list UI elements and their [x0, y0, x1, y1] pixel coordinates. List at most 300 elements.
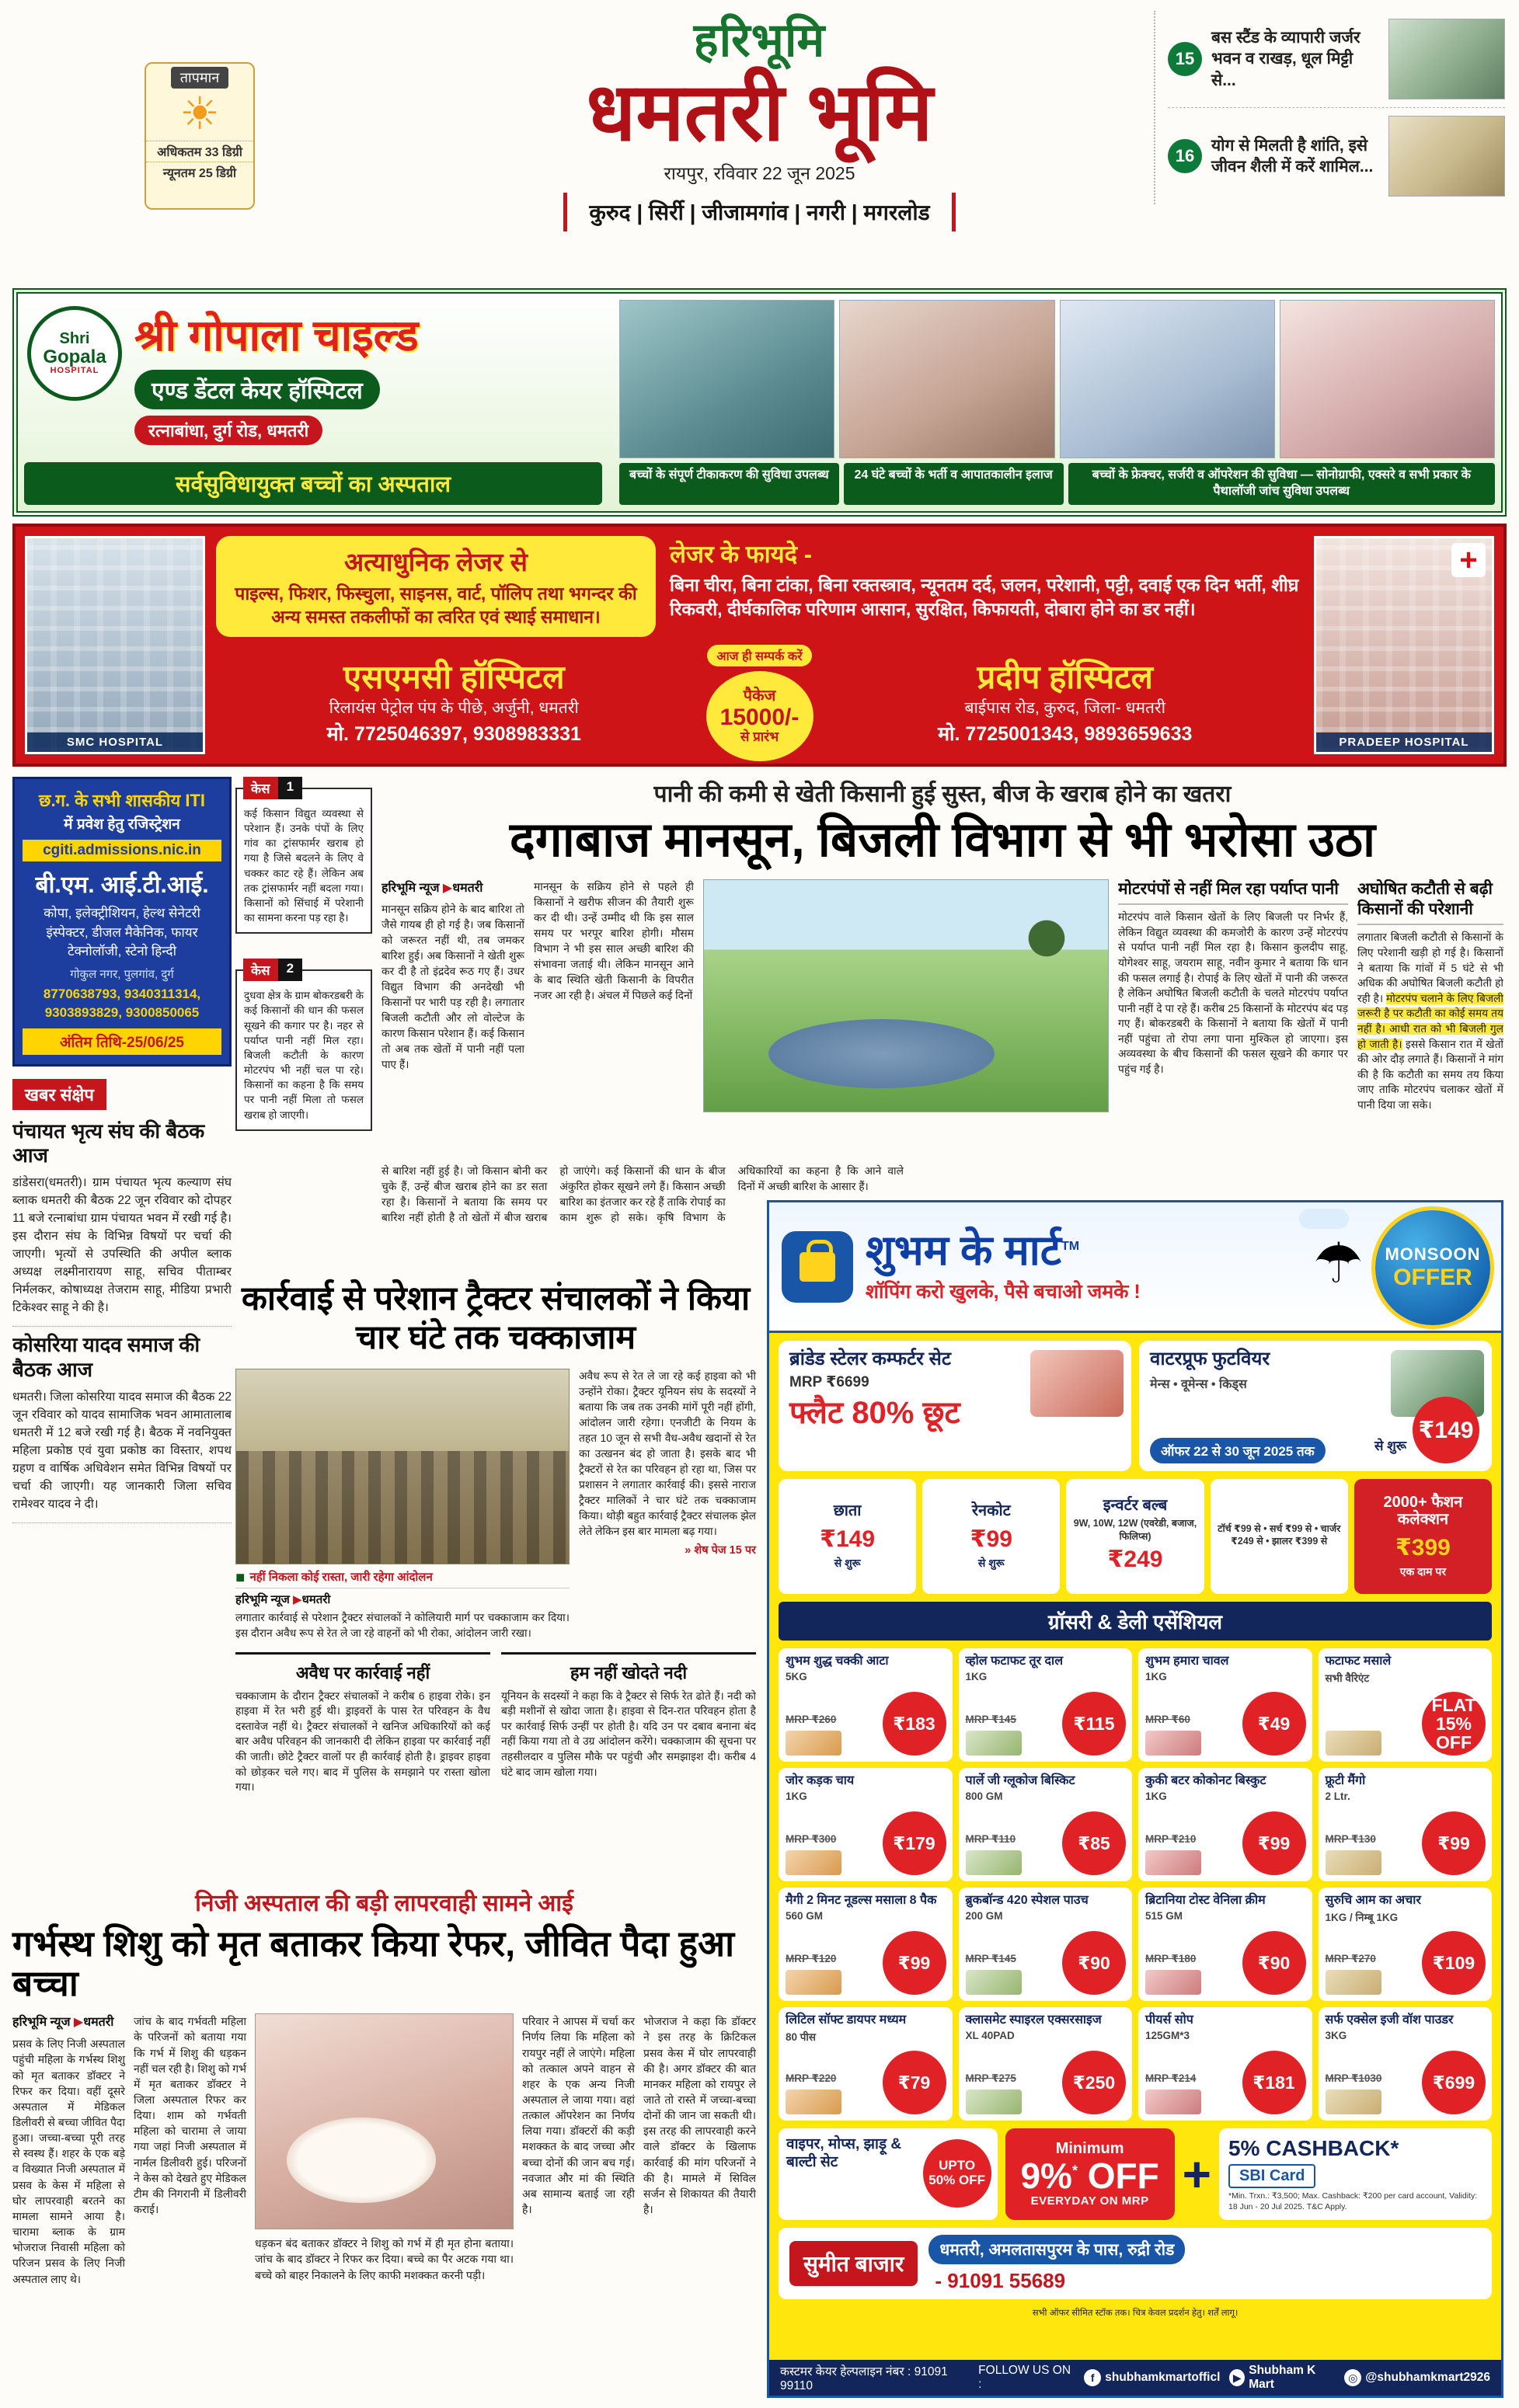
smc-hospital-contact	[216, 659, 692, 746]
cleaning-set-name: वाइपर, मोप्स, झाड़ू & बाल्टी सेट	[786, 2136, 902, 2170]
sidebar-brief-body: डांडेसरा(धमतरी)। ग्राम पंचायत भृत्य कल्याण संघ ब्लाक धमतरी की बैठक 22 जून रविवार को दोपहर 11 बजे रत्नाबांधा ग्राम पंचायत भवन में रखी गई है। इस दौरान संघ के विभिन्न विषयों पर चर्चा की जाएगी। भृत्यों से उपस्थिति की अपील ब्लाक अध्यक्ष लक्ष्मीनारायण साहू, सचिव पीताम्बर निर्मलकर, कोषाध्यक्ष तेजराम साहू, मीडिया प्रभारी टिकेश्वर साहू ने की है।	[12, 1175, 232, 1314]
deal-tile	[779, 1479, 916, 1594]
product-name: ब्रुकबॉन्ड 420 स्पेशल पाउच	[965, 1894, 1089, 1907]
sbi-card-logo: SBI Card	[1228, 2164, 1315, 2188]
photo-caption	[235, 1564, 570, 1589]
product-quantity: 200 GM	[965, 1909, 1003, 1922]
iti-institute-name: बी.एम. आई.टी.आई.	[35, 872, 209, 898]
laser-ad-content	[216, 536, 1303, 754]
product-name: शुभम शुद्ध चक्की आटा	[786, 1655, 889, 1668]
product-card	[1319, 2007, 1493, 2121]
hospital-logo-text: HOSPITAL	[50, 366, 99, 376]
sidebar-brief-body: धमतरी। जिला कोसरिया यादव समाज की बैठक 22 जून रविवार को यादव सामाजिक भवन आमातालाब धमतरी में 12 बजे रखी गई है। बैठक में नवनियुक्त महिला प्रकोष्ठ एवं युवा प्रकोष्ठ का विस्तार, शपथ ग्रहण व वार्षिक अधिवेशन समेत विभिन्न विषयों पर चर्चा की जाएगी। यह जानकारी जिला सचिव रामेश्वर यादव ने दी।	[12, 1390, 232, 1511]
product-image	[966, 1970, 1022, 1995]
product-price-badge: ₹99	[883, 1931, 946, 1995]
offer-word: OFFER	[1393, 1265, 1472, 1290]
product-price-badge: ₹181	[1242, 2051, 1306, 2114]
news-briefs	[1154, 11, 1505, 204]
comforter-deal-card	[779, 1341, 1131, 1471]
product-name: क्लासमेट स्पाइरल एक्सरसाइज	[965, 2013, 1102, 2027]
product-image	[1145, 1970, 1201, 1995]
brief-item	[1168, 107, 1505, 204]
case-body: कई किसान विद्युत व्यवस्था से परेशान हैं। उनके पंपों के लिए गांव का ट्रांसफार्मर खराब हो गया है जिसे बदलने के लिए वे चक्कर काट रहे हैं। लेकिन अब तक ट्रांसफार्मर नहीं बदला गया। किसानों को सिंचाई में परेशानी का सामना करना पड़ रहा है।	[244, 808, 364, 924]
social-handle	[1084, 2364, 1220, 2392]
story2-body: अवैध रूप से रेत ले जा रहे कई हाइवा को भी उन्होंने रोका। ट्रैक्टर यूनियन संघ के सदस्यों ने बताया कि जब तक उनकी मांगें पूरी नहीं होंगी, आंदोलन जारी रहेगा। एनजीटी के नियम के तहत 10 जून से सभी वैध-अवैध खदानों से रेत का उत्खनन बंद हो जाता है। इसके बाद भी ट्रैक्टरों से रेत का परिवहन हो रहा था, जिस पर प्रशासन ने लगातार कार्रवाई की। इससे नाराज ट्रैक्टर मालिकों ने चार घंटे तक चक्काजाम किया। थोड़ी बहुत कार्रवाई ट्रैक्टर संचालक झेल लेते लेकिन इस बार मामला बढ़ गया।	[579, 1369, 756, 1537]
product-image	[966, 1850, 1022, 1875]
product-price-badge: ₹109	[1422, 1931, 1486, 1995]
pradeep-hospital-address: बाईपास रोड, कुरुद, जिला- धमतरी	[964, 698, 1166, 717]
byline-agency: हरिभूमि न्यूज	[381, 881, 440, 895]
laser-hospital-ad	[12, 524, 1507, 767]
product-card	[1138, 2007, 1312, 2121]
product-name: पीयर्स सोप	[1145, 2013, 1193, 2027]
mart-footer-strip	[769, 2360, 1501, 2396]
sub-article-title: मोटरपंपों से नहीं मिल रहा पर्याप्त पानी	[1118, 879, 1348, 905]
product-mrp: MRP ₹60	[1145, 1714, 1190, 1725]
story2-subboxes	[235, 1652, 756, 1795]
plus-icon: +	[1182, 2146, 1211, 2202]
product-price-badge: ₹79	[883, 2051, 946, 2114]
caption-square-icon: ◼	[235, 1570, 246, 1584]
product-mrp: MRP ₹260	[786, 1714, 837, 1725]
story3-col2-text: जांच के बाद गर्भवती महिला के परिजनों को बताया गया कि गर्भ में शिशु की धड़कन नहीं चल रही है। शिशु को गर्भ में मृत बताकर डॉक्टर ने जिला अस्पताल रिफर कर दिया। शाम को गर्भवती महिला को चारामा ले जाया गया जहां निजी अस्पताल में नार्मल डिलीवरी हुई। परिजनों ने केस को देखते हुए मेडिकल टीम की निगरानी में डिलीवरी कराई।	[134, 2015, 246, 2216]
social-handle-text: @shubhamkmart2926	[1365, 2371, 1490, 2384]
helpline-text: कस्टमर केयर हेल्पलाइन नंबर : 91091 99110	[780, 2365, 948, 2392]
byline-agency: हरिभूमि न्यूज	[235, 1592, 290, 1606]
product-mrp: MRP ₹214	[1145, 2072, 1197, 2084]
product-name: सुरुचि आम का अचार	[1325, 1894, 1421, 1907]
protest-photo	[235, 1369, 570, 1564]
brief-thumbnail	[1388, 116, 1505, 197]
pradeep-hospital-name: प्रदीप हॉस्पिटल	[977, 658, 1153, 695]
smc-hospital-building-image	[25, 536, 205, 754]
minoff-note: EVERYDAY ON MRP	[1030, 2194, 1149, 2208]
case-body: दुधवा क्षेत्र के ग्राम बोकरडबरी के कई किसानों की धान की फसल सूखने की कगार पर है। नहर से पर्याप्त पानी नहीं मिल रहा। बिजली कटौती के कारण मोटरपंप भी नहीं चल पा रहे। किसानों का कहना है कि समय पर पानी नहीं मिला तो फसल खराब हो जाएगी।	[244, 990, 364, 1121]
story2-byline	[235, 1589, 570, 1610]
product-card	[1138, 1888, 1312, 2001]
product-quantity: 560 GM	[786, 1909, 824, 1922]
package-amount: 15000/-	[719, 704, 800, 730]
hospital-photo-checkup	[839, 300, 1054, 458]
product-mrp: MRP ₹270	[1325, 1953, 1376, 1964]
monsoon-offer-graphic	[1299, 1209, 1493, 1327]
dealer-address: धमतरी, अमलतासपुरम के पास, रुद्री रोड	[928, 2235, 1185, 2264]
hospital-ad-right	[613, 294, 1501, 511]
hospital-negligence-story	[12, 1886, 756, 2408]
lead-story-columns	[381, 879, 1503, 1112]
follow-label: FOLLOW US ON :	[978, 2364, 1071, 2391]
dealer-row	[779, 2228, 1492, 2299]
product-mrp: MRP ₹210	[1145, 1833, 1197, 1845]
product-price-badge: ₹699	[1422, 2051, 1486, 2114]
product-image	[786, 2090, 841, 2114]
product-card	[959, 1768, 1133, 1881]
hospital-logo-text: Gopala	[43, 346, 106, 368]
brief-thumbnail	[1388, 19, 1505, 99]
product-card	[779, 2007, 953, 2121]
monsoon-word: MONSOON	[1385, 1244, 1481, 1264]
iti-ad-url: cgiti.admissions.nic.in	[23, 840, 221, 861]
temperature-label: तापमान	[171, 67, 229, 89]
product-image	[1145, 2090, 1201, 2114]
tile-price: ₹99	[970, 1526, 1012, 1552]
sub-article-title: अघोषित कटौती से बढ़ी किसानों की परेशानी	[1357, 879, 1503, 926]
shopping-bag-icon	[782, 1231, 853, 1303]
hospital-logo-text: Shri	[59, 330, 90, 348]
product-quantity: XL 40PAD	[965, 2029, 1015, 2041]
hospital-captions	[619, 463, 1495, 505]
tile-price-note: से शुरू	[834, 1557, 861, 1569]
product-mrp: MRP ₹180	[1145, 1953, 1197, 1964]
product-quantity: 1KG	[1145, 1790, 1167, 1802]
lead-continuation-text: से बारिश नहीं हुई है। जो किसान बोनी कर चुके हैं, उन्हें बीज खराब होने का डर सता रहा है। किसानों ने बताया कि समय पर बारिश नहीं होती है तो खेतों में बीज खराब हो जाएंगे। कई किसानों की धान के बीज अंकुरित होकर सूखने लगे हैं। किसान अच्छी बारिश का इंतजार कर रहे हैं ताकि रोपाई का काम शुरू हो सके। कृषि विभाग के अधिकारियों का कहना है कि आने वाले दिनों में अच्छी बारिश के आसार हैं।	[381, 1165, 904, 1223]
story3-kicker: निजी अस्पताल की बड़ी लापरवाही सामने आई	[195, 1891, 573, 1916]
sub-article-body	[1357, 930, 1503, 1112]
deal-offer: फ्लैट 80% छूट	[789, 1395, 960, 1430]
temperature-min: न्यूनतम 25 डिग्री	[146, 162, 253, 183]
story2-headline: कार्रवाई से परेशान ट्रैक्टर संचालकों ने किया चार घंटे तक चक्काजाम	[241, 1280, 751, 1356]
cashback-terms: *Min. Trxn.: ₹3,500; Max. Cashback: ₹200 per card account, Validity: 18 Jun - 20 Jul 2025. T&C Apply.	[1228, 2191, 1478, 2211]
monsoon-offer-badge	[1375, 1210, 1490, 1325]
laser-ad-bottom	[216, 645, 1303, 761]
product-quantity: 2 Ltr.	[1325, 1790, 1350, 1802]
case-tag	[243, 777, 302, 799]
product-price-badge: ₹90	[1062, 1931, 1126, 1995]
package-offer	[706, 645, 814, 761]
product-price-badge: ₹115	[1062, 1692, 1126, 1756]
minimum-off-badge	[1005, 2128, 1175, 2220]
tile-price-note: एक दाम पर	[1399, 1565, 1447, 1578]
cashback-offer: 5% CASHBACK*	[1228, 2135, 1399, 2160]
grocery-section-header: ग्रॉसरी & डेली एसेंशियल	[779, 1602, 1492, 1641]
social-handle	[1344, 2364, 1490, 2392]
product-quantity: 80 पीस	[786, 2030, 817, 2043]
smc-building-label: SMC HOSPITAL	[27, 732, 203, 752]
story2-left	[235, 1369, 570, 1641]
lead-kicker: पानी की कमी से खेती किसानी हुई सुस्त, बीज के खराब होने का खतरा	[653, 781, 1232, 807]
product-mrp: MRP ₹110	[965, 1833, 1016, 1845]
social-handle-text: shubhamkmartofficl	[1105, 2371, 1221, 2384]
tile-name: छाता	[833, 1502, 862, 1519]
product-mrp: MRP ₹220	[786, 2072, 837, 2084]
product-price-badge: ₹250	[1062, 2051, 1126, 2114]
product-quantity: 3KG	[1325, 2029, 1347, 2041]
laser-box-body: पाइल्स, फिशर, फिस्चुला, साइनस, वार्ट, पॉलिप तथा भगन्दर की अन्य समस्त तकलीफों का त्वरित एवं स्थाई समाधान।	[235, 583, 637, 628]
story3-columns	[12, 2013, 756, 2408]
temperature-widget	[145, 62, 255, 210]
cloud-icon	[1299, 1209, 1349, 1229]
product-mrp: MRP ₹130	[1325, 1833, 1376, 1845]
product-name: व्होल फटाफट तूर दाल	[965, 1655, 1064, 1668]
mart-fine-print: सभी ऑफर सीमित स्टॉक तक। चित्र केवल प्रदर्शन हेतु। शर्तें लागू।	[1032, 2309, 1239, 2318]
iti-deadline: अंतिम तिथि-25/06/25	[23, 1028, 221, 1055]
product-image	[786, 1850, 841, 1875]
product-card	[959, 2007, 1133, 2121]
brief-number-badge: 15	[1168, 42, 1202, 76]
social-handle	[1229, 2364, 1335, 2392]
product-grid	[779, 1648, 1492, 2121]
cities-bar: कुरुद | सिर्री | जीजामगांव | नगरी | मगरलोड	[563, 193, 955, 231]
deal-price-note: से शुरू	[1374, 1439, 1406, 1453]
pradeep-building-label: PRADEEP HOSPITAL	[1316, 732, 1492, 752]
social-handles	[1084, 2364, 1490, 2392]
tractor-protest-story	[235, 1280, 756, 1795]
story3-col1	[12, 2013, 125, 2408]
bag-shape	[800, 1252, 835, 1282]
hospital-logo	[27, 306, 122, 401]
hospital-photo-ward	[1060, 300, 1275, 458]
tile-detail: 9W, 10W, 12W (एवरेडी, बजाज, फिलिप्स)	[1073, 1518, 1197, 1542]
laser-treatment-box	[216, 536, 656, 637]
subbox-title: अवैध पर कार्रवाई नहीं	[295, 1662, 430, 1682]
laser-benefits-body: बिना चीरा, बिना टांका, बिना रक्तस्त्राव, न्यूनतम दर्द, जलन, परेशानी, पट्टी, दवाई एक दिन भर्ती, शीघ्र रिकवरी, दीर्घकालिक परिणाम आसान, सुरक्षित, किफायती, दोबारा होने का डर नहीं।	[670, 575, 1299, 620]
story3-col4	[522, 2013, 635, 2408]
story3-col5-text: भोजराज ने कहा कि डॉक्टर ने इस तरह के क्रिटिकल प्रसव केस में घोर लापरवाही की है। अगर डॉक्टर की बात मानकर महिला को रायपुर ले जाते तो रास्ते में जच्चा-बच्चा दोनों की जान जा सकती थी। इस तरह की लापरवाही करने वाले डॉक्टर के खिलाफ कार्रवाई की मांग परिजनों ने की है। मामले में सिविल सर्जन से शिकायत की तैयारी है।	[643, 2015, 756, 2216]
product-card	[1319, 1888, 1493, 2001]
product-price-badge: ₹90	[1242, 1931, 1306, 1995]
lead-story-main	[381, 777, 1503, 1223]
product-image	[1145, 1850, 1201, 1875]
product-quantity: 1KG	[1145, 1670, 1167, 1682]
sub-article-text: इससे किसान रात में खेतों की ओर दौड़ लगाते हैं। किसानों ने मांग की है कि कटौती का समय तय किया जाए ताकि मोटरपंप चलाकर खेतों में पानी दिया जा सके।	[1357, 1038, 1503, 1111]
hospital-photo-surgery	[619, 300, 834, 458]
pradeep-hospital-phone: मो. 7725001343, 9893659633	[938, 722, 1193, 745]
brief-item	[1168, 11, 1505, 107]
product-name: पार्ले जी ग्लूकोज बिस्किट	[965, 1774, 1075, 1787]
story2-right-column	[579, 1369, 756, 1641]
contact-cta: आज ही सम्पर्क करें	[707, 645, 811, 666]
byline-place: धमतरी	[301, 1592, 331, 1606]
sidebar-brief-title: कोसरिया यादव समाज की बैठक आज	[12, 1333, 200, 1382]
story3-byline	[12, 2013, 125, 2031]
product-image	[786, 1970, 841, 1995]
sidebar-brief-title: पंचायत भृत्य संघ की बैठक आज	[12, 1119, 205, 1167]
case-label: केस	[243, 777, 278, 799]
discount-badge: UPTO 50% OFF	[923, 2139, 991, 2208]
product-card	[1319, 1648, 1493, 1762]
product-image	[1326, 1850, 1381, 1875]
umbrella-icon: ☂	[1313, 1233, 1364, 1295]
news-briefs-label: खबर संक्षेप	[12, 1079, 106, 1110]
package-note: से प्रारंभ	[740, 729, 779, 744]
product-mrp: MRP ₹145	[965, 1714, 1016, 1725]
sub-article-power-cut	[1357, 879, 1503, 1112]
case-number: 2	[278, 959, 302, 981]
brand-logo: हरिभूमि	[693, 14, 826, 66]
product-image	[966, 2090, 1022, 2114]
sub-article-text: लगातार बिजली कटौती से किसानों के लिए परेशानी खड़ी हो गई है। किसानों ने बताया कि गांवों में 5 घंटे से भी अधिक की अघोषित बिजली कटौती हो रही है।	[1357, 931, 1503, 1004]
product-card	[1138, 1768, 1312, 1881]
laser-box-title: अत्याधुनिक लेजर से	[344, 548, 528, 576]
product-quantity: 125GM*3	[1145, 2029, 1190, 2041]
case-studies-column	[235, 779, 372, 1167]
minoff-number: 9%	[1020, 2156, 1072, 2197]
social-icon: ◎	[1344, 2369, 1361, 2386]
case-box	[235, 961, 372, 1130]
tile-price: ₹399	[1395, 1535, 1451, 1561]
product-card	[779, 1888, 953, 2001]
caption-text: नहीं निकला कोई रास्ता, जारी रहेगा आंदोलन	[249, 1570, 433, 1584]
byline-arrow-icon: ▶	[73, 2016, 84, 2030]
footwear-deal-card	[1139, 1341, 1492, 1471]
product-card	[779, 1648, 953, 1762]
iti-ad-line2: में प्रवेश हेतु रजिस्ट्रेशन	[64, 816, 180, 833]
laser-benefits	[670, 536, 1303, 637]
hospital-caption: 24 घंटे बच्चों के भर्ती व आपातकालीन इलाज	[844, 463, 1064, 505]
tile-name: रेनकोट	[971, 1502, 1011, 1519]
hospital-caption: बच्चों के फ्रेक्चर, सर्जरी व ऑपरेशन की सुविधा — सोनोग्राफी, एक्सरे व सभी प्रकार के पैथालॉजी जांच सुविधा उपलब्ध	[1068, 463, 1496, 505]
temperature-max: अधिकतम 33 डिग्री	[146, 141, 253, 162]
product-mrp: MRP ₹300	[786, 1833, 837, 1845]
masthead	[0, 0, 1519, 281]
byline-arrow-icon: ▶	[442, 881, 453, 895]
product-quantity: 5KG	[786, 1670, 807, 1682]
product-price-badge: ₹179	[883, 1811, 946, 1875]
tile-name: 2000+ फैशन कलेक्शन	[1383, 1494, 1463, 1528]
deal-tile	[1066, 1479, 1204, 1594]
product-mrp: MRP ₹120	[786, 1953, 837, 1964]
product-name: लिटिल सॉफ्ट डायपर मध्यम	[786, 2013, 907, 2027]
package-word: पैकेज	[743, 687, 776, 705]
minoff-off: OFF	[1087, 2156, 1159, 2197]
product-mrp: MRP ₹1030	[1325, 2072, 1382, 2084]
lead-headline: दगाबाज मानसून, बिजली विभाग से भी भरोसा उठा	[509, 813, 1376, 867]
minoff-word: Minimum	[1055, 2140, 1124, 2158]
product-quantity: 1KG	[786, 1790, 807, 1802]
byline-place: धमतरी	[83, 2016, 114, 2030]
social-icon: ▶	[1229, 2369, 1245, 2386]
subbox-body: यूनियन के सदस्यों ने कहा कि वे ट्रैक्टर से सिर्फ रेत ढोते हैं। नदी को बड़ी मशीनों से खोदा जाता है। हाइवा से दिन-रात परिवहन होता है पर कार्रवाई सिर्फ उन्हीं पर होती है। यदि उन पर दबाव बनाना बंद नहीं किया गया तो वे उग्र आंदोलन करेंगे। चक्काजाम की सूचना पर तहसीलदार व पुलिस मौके पर पहुंची और समझाइश दी। करीब 4 घंटे बाद जाम खोला गया।	[501, 1689, 756, 1778]
shubham-mart-ad	[767, 1200, 1503, 2398]
mart-brand-text: शुभम के मार्ट	[866, 1227, 1061, 1275]
deal-name: ब्रांडेड स्टेलर कम्फर्टर सेट	[789, 1348, 951, 1369]
lead-col-1	[381, 879, 524, 1112]
product-image	[1326, 2090, 1381, 2114]
iti-courses: कोपा, इलेक्ट्रीशियन, हेल्थ सेनेटरी इंस्पेक्टर, डीजल मैकेनिक, फायर टेक्नोलॉजी, स्टेनो हिन्दी	[44, 906, 200, 959]
deal-price-badge: ₹149	[1413, 1397, 1479, 1463]
product-name: सर्फ एक्सेल इजी वॉश पाउडर	[1325, 2013, 1454, 2027]
package-price-badge	[706, 671, 814, 761]
tile-name: इन्वर्टर बल्ब	[1103, 1497, 1168, 1515]
sub-article-body: मोटरपंप वाले किसान खेतों के लिए बिजली पर निर्भर हैं, लेकिन विद्युत व्यवस्था की कमजोरी के कारण उन्हें मोटरपंप से पर्याप्त पानी नहीं मिल रहा है। किसान कुलदीप साहू, योगेश्वर साहू, जयराम साहू, नवीन कुमार ने बताया कि धान की फसल लगाई है। रोपाई के लिए खेतों में पानी की जरूरत है लेकिन अघोषित बिजली कटौती के चलते मोटरपंप पर्याप्त पानी नहीं दे पा रहे हैं। करीब 25 किसानों के मोटरपंप बंद पड़ गए हैं। बोकरडबरी के किसानों ने बताया कि खेतों में पानी नहीं पहुंचा तो रोपा लगा पाना मुश्किल हो जाएगा। इस अव्यवस्था के बीच किसानों की फसल सूखने की कगार पर पहुंच गई है।	[1118, 911, 1348, 1075]
smc-hospital-address: रिलायंस पेट्रोल पंप के पीछे, अर्जुनी, धमतरी	[329, 698, 579, 717]
mart-tiles-row	[779, 1479, 1492, 1594]
mart-title-wrap	[866, 1229, 1141, 1304]
product-image	[1145, 1731, 1201, 1756]
cleaning-set-card	[779, 2128, 998, 2220]
dealer-phone: - 91091 55689	[935, 2268, 1066, 2292]
product-price-badge: ₹85	[1062, 1811, 1126, 1875]
hospital-address: रत्नाबांधा, दुर्ग रोड, धमतरी	[134, 416, 322, 445]
tile-price: ₹249	[1107, 1546, 1163, 1572]
product-mrp: MRP ₹145	[965, 1953, 1016, 1964]
product-name: ब्रिटानिया टोस्ट वेनिला क्रीम	[1145, 1894, 1266, 1907]
hospital-photos	[619, 300, 1495, 458]
mart-brand-name	[866, 1229, 1141, 1273]
product-name: शुभम हमारा चावल	[1145, 1655, 1229, 1668]
comforter-image	[1030, 1350, 1124, 1417]
lead-col2-text: मानसून के सक्रिय होने से पहले ही किसानों ने खरीफ सीजन की तैयारी शुरू कर दी थी। उन्हें उम्मीद थी कि इस साल समय पर भरपूर बारिश होगी। मौसम विभाग ने भी इस साल अच्छी बारिश की संभावना जताई थी। लेकिन मानसून आने के बाद स्थिति खेती किसानी के विपरीत नजर आ रही है। अंचल में पिछले कई दिनों	[534, 880, 694, 1001]
social-icon: f	[1084, 2369, 1101, 2386]
story2-main	[235, 1369, 756, 1641]
asterisk: *	[1071, 2163, 1078, 2180]
case-box	[235, 779, 372, 934]
product-card	[779, 1768, 953, 1881]
mart-body	[769, 1333, 1501, 2360]
case-tag	[243, 959, 302, 981]
masthead-center	[379, 6, 1141, 231]
subbox-title: हम नहीं खोदते नदी	[570, 1662, 688, 1682]
dealer-details	[928, 2235, 1481, 2293]
product-name: कुकी बटर कोकोनट बिस्कुट	[1145, 1774, 1266, 1787]
pradeep-hospital-building-image	[1314, 536, 1494, 754]
iti-phones: 8770638793, 9340311314, 9303893829, 9300850065	[43, 986, 201, 1020]
product-price-badge: ₹99	[1242, 1811, 1306, 1875]
product-mrp: MRP ₹275	[965, 2072, 1016, 2084]
dealer-logo: सुमीत बाजार	[789, 2241, 918, 2286]
social-row	[978, 2364, 1490, 2392]
product-quantity: 1KG / निम्बू 1KG	[1325, 1911, 1399, 1923]
product-quantity: 800 GM	[965, 1790, 1003, 1802]
lead-story-photo-field	[703, 879, 1109, 1112]
product-name: फ्रूटी मैंगो	[1325, 1774, 1366, 1787]
product-card	[959, 1648, 1133, 1762]
story3-col1-text: प्रसव के लिए निजी अस्पताल पहुंची महिला के गर्भस्थ शिशु को मृत बताकर डॉक्टर ने रिफर कर दिया। वहीं दूसरे अस्पताल में मेडिकल डिलीवरी से बच्चा जीवित पैदा हुआ। जच्चा-बच्चा पूरी तरह से स्वस्थ हैं। शहर के एक बड़े व विख्यात निजी अस्पताल में प्रसव के केस में महिला से घोर लापरवाही बरतने का मामला सामने आया है। चारामा ब्लाक के ग्राम भोजराज निवासी महिला को परिजन प्रसव के लिए निजी अस्पताल लाए थे।	[12, 2037, 125, 2285]
smc-hospital-phone: मो. 7725046397, 9308983331	[326, 722, 581, 745]
sidebar-brief-list	[12, 1113, 232, 1524]
dateline: रायपुर, रविवार 22 जून 2025	[664, 163, 855, 184]
iti-ad-line1: छ.ग. के सभी शासकीय ITI	[39, 791, 205, 810]
tile-price: ₹149	[820, 1526, 876, 1552]
continued-on-page-note: » शेष पेज 15 पर	[685, 1543, 756, 1557]
minoff-percent	[1020, 2156, 1159, 2197]
laser-ad-top	[216, 536, 1303, 637]
subbox-body: चक्काजाम के दौरान ट्रैक्टर संचालकों ने करीब 6 हाइवा रोके। इन हाइवा में रेत भरी हुई थी। ड्राइवरों के पास रेत परिवहन के वैध दस्तावेज नहीं थे। ट्रैक्टर संचालकों ने खनिज अधिकारियों को कई बार अवैध परिवहन की जानकारी दी लेकिन हाइवा पर कार्रवाई नहीं की जाती। छोटे ट्रैक्टर वालों पर ही कार्रवाई होती है। ड्राइवर हाइवा को छोड़कर चले गए। बाद में पुलिस के समझाने पर रास्ता खोला गया।	[235, 1689, 490, 1794]
sidebar-brief-item	[12, 1113, 232, 1328]
product-card	[1138, 1648, 1312, 1762]
trademark-mark: TM	[1061, 1240, 1080, 1254]
sub-article-motorpump	[1118, 879, 1348, 1112]
product-price-badge: ₹99	[1422, 1811, 1486, 1875]
hospital-tagline-strip: सर्वसुविधायुक्त बच्चों का अस्पताल	[24, 462, 602, 505]
edition-title: धमतरी भूमि	[586, 68, 933, 158]
product-name: फटाफट मसाले	[1325, 1655, 1392, 1668]
product-quantity: सभी वैरिएंट	[1325, 1672, 1370, 1684]
red-cross-icon: +	[1451, 543, 1486, 577]
pradeep-hospital-contact	[827, 659, 1304, 746]
case-number: 1	[278, 777, 302, 799]
hospital-name: श्री गोपाला चाइल्ड	[134, 311, 419, 360]
mart-utility-row	[779, 2128, 1492, 2220]
hospital-caption: बच्चों के संपूर्ण टीकाकरण की सुविधा उपलब्ध	[619, 463, 839, 505]
left-sidebar	[12, 777, 232, 1810]
sun-icon: ☀	[179, 89, 220, 139]
brief-text: योग से मिलती है शांति, इसे जीवन शैली में करें शामिल...	[1211, 136, 1374, 176]
cashback-card	[1219, 2128, 1492, 2220]
deal-mrp: MRP ₹6699	[789, 1373, 869, 1390]
lead-col-2	[534, 879, 694, 1112]
case-label: केस	[243, 959, 278, 981]
mart-header	[769, 1202, 1501, 1333]
lead-col1-text: मानसून सक्रिय होने के बाद बारिश तो जैसे गायब ही हो गई है। जब किसानों को जरूरत नहीं थी, तब जमकर बारिश हुई। अब किसानों ने खेती शुरू कर दी है तो इंद्रदेव रूठ गए हैं। उधर विद्युत विभाग की अनदेखी भी किसानों पर भारी पड़ रही है। लगातार बिजली कटौती और लो वोल्टेज के कारण किसान परेशान हैं। कई किसान तो अब तक खेतों में पानी नहीं पला पाए हैं।	[381, 903, 524, 1071]
hospital-photo-nicu	[1280, 300, 1495, 458]
deal-tile	[922, 1479, 1060, 1594]
deal-name: वाटरप्रूफ फुटवियर	[1150, 1348, 1270, 1369]
brief-number-badge: 16	[1168, 139, 1202, 173]
offer-validity-strip: ऑफर 22 से 30 जून 2025 तक	[1150, 1438, 1326, 1463]
product-price-badge: ₹49	[1242, 1692, 1306, 1756]
deal-tile	[1354, 1479, 1492, 1594]
